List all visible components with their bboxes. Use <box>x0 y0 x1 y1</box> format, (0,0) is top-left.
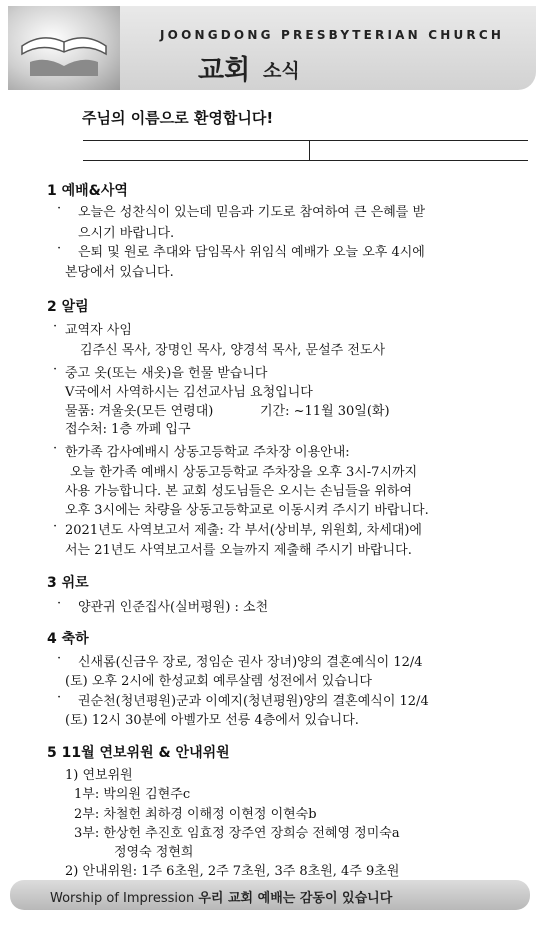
bullet-dot: · <box>57 241 62 256</box>
worship-line: 오늘은 성찬식이 있는데 믿음과 기도로 참여하여 큰 은혜를 받 <box>78 205 426 220</box>
footer-korean: 우리 교회 예배는 감동이 있습니다 <box>198 891 393 906</box>
notice-item-heading: 한가족 감사예배시 상동고등학교 주차장 이용안내: <box>65 445 350 460</box>
footer-text <box>50 887 392 906</box>
section-title-notice: 2 알림 <box>47 299 89 315</box>
section-title-worship: 1 예배&사역 <box>47 183 128 199</box>
notice-line: 오후 3시에는 차량을 상동고등학교로 이동시켜 주시기 바랍니다. <box>65 503 429 518</box>
bullet-dot: · <box>57 596 62 611</box>
page-subtitle: 소식 <box>263 60 300 82</box>
footer-english: Worship of Impression <box>50 891 195 906</box>
notice-item-heading: 교역자 사임 <box>65 323 132 338</box>
bullet-dot: · <box>57 690 62 705</box>
bible-hands-image <box>8 6 120 90</box>
ushers-line: 2부: 차철헌 최하경 이해정 이현정 이현숙b <box>74 807 317 822</box>
worship-line: 은퇴 및 원로 추대와 담임목사 위임식 예배가 오늘 오후 4시에 <box>78 245 425 260</box>
header-banner <box>8 6 536 90</box>
table-divider <box>309 141 310 160</box>
section-title-ushers: 5 11월 연보위원 & 안내위원 <box>47 745 230 761</box>
bullet-dot: · <box>57 201 62 216</box>
congrats-line: 권순천(청년평원)군과 이예지(청년평원)양의 결혼예식이 12/4 <box>78 694 429 709</box>
bullet-dot: · <box>53 362 58 377</box>
notice-line: 물품: 겨울옷(모든 연령대) <box>65 404 214 419</box>
section-title-comfort: 3 위로 <box>47 575 89 591</box>
bullet-dot: · <box>53 441 58 456</box>
notice-line: 사용 가능합니다. 본 교회 성도님들은 오시는 손님들을 위하여 <box>65 484 413 499</box>
comfort-line: 양관귀 인준집사(실버평원) : 소천 <box>78 600 269 615</box>
notice-item-heading: 중고 옷(또는 새옷)을 헌물 받습니다 <box>65 366 268 381</box>
notice-line: V국에서 사역하시는 김선교사님 요청입니다 <box>65 385 313 400</box>
section-title-congrats: 4 축하 <box>47 631 89 647</box>
blank-table <box>83 140 528 161</box>
bullet-dot: · <box>53 319 58 334</box>
ushers-line: 3부: 한상헌 추진호 임효정 장주연 장희승 전혜영 정미숙a <box>74 826 400 841</box>
congrats-line: (토) 12시 30분에 아벨가모 선릉 4층에서 있습니다. <box>65 713 359 728</box>
notice-line: 김주신 목사, 장명인 목사, 양경석 목사, 문설주 전도사 <box>80 343 386 358</box>
ushers-line: 정영숙 정현희 <box>114 845 194 860</box>
bullet-dot: · <box>53 519 58 534</box>
notice-line: 서는 21년도 사역보고서를 오늘까지 제출해 주시기 바랍니다. <box>65 543 412 558</box>
notice-line: 2021년도 사역보고서 제출: 각 부서(상비부, 위원회, 차세대)에 <box>65 523 422 538</box>
notice-line: 기간: ~11월 30일(화) <box>260 404 390 419</box>
footer-banner <box>10 880 530 910</box>
page-title: 교회 <box>198 55 251 86</box>
bullet-dot: · <box>57 651 62 666</box>
worship-line: 으시기 바랍니다. <box>78 226 175 241</box>
welcome-heading: 주님의 이름으로 환영합니다! <box>82 109 274 127</box>
congrats-line: (토) 오후 2시에 한성교회 예루살렘 성전에서 있습니다 <box>65 674 372 689</box>
worship-line: 본당에서 있습니다. <box>65 265 174 280</box>
ushers-line: 1) 연보위원 <box>65 768 133 783</box>
ushers-line: 1부: 박의원 김현주c <box>74 787 191 802</box>
open-book-icon <box>16 16 112 80</box>
notice-line: 접수처: 1층 까페 입구 <box>65 422 191 437</box>
congrats-line: 신새롬(신금우 장로, 정임순 권사 장녀)양의 결혼예식이 12/4 <box>78 655 423 670</box>
church-name: JOONGDONG PRESBYTERIAN CHURCH <box>160 28 505 42</box>
notice-line: 오늘 한가족 예배시 상동고등학교 주차장을 오후 3시-7시까지 <box>70 465 418 480</box>
ushers-line: 2) 안내위원: 1주 6초원, 2주 7초원, 3주 8초원, 4주 9초원 <box>65 864 400 879</box>
